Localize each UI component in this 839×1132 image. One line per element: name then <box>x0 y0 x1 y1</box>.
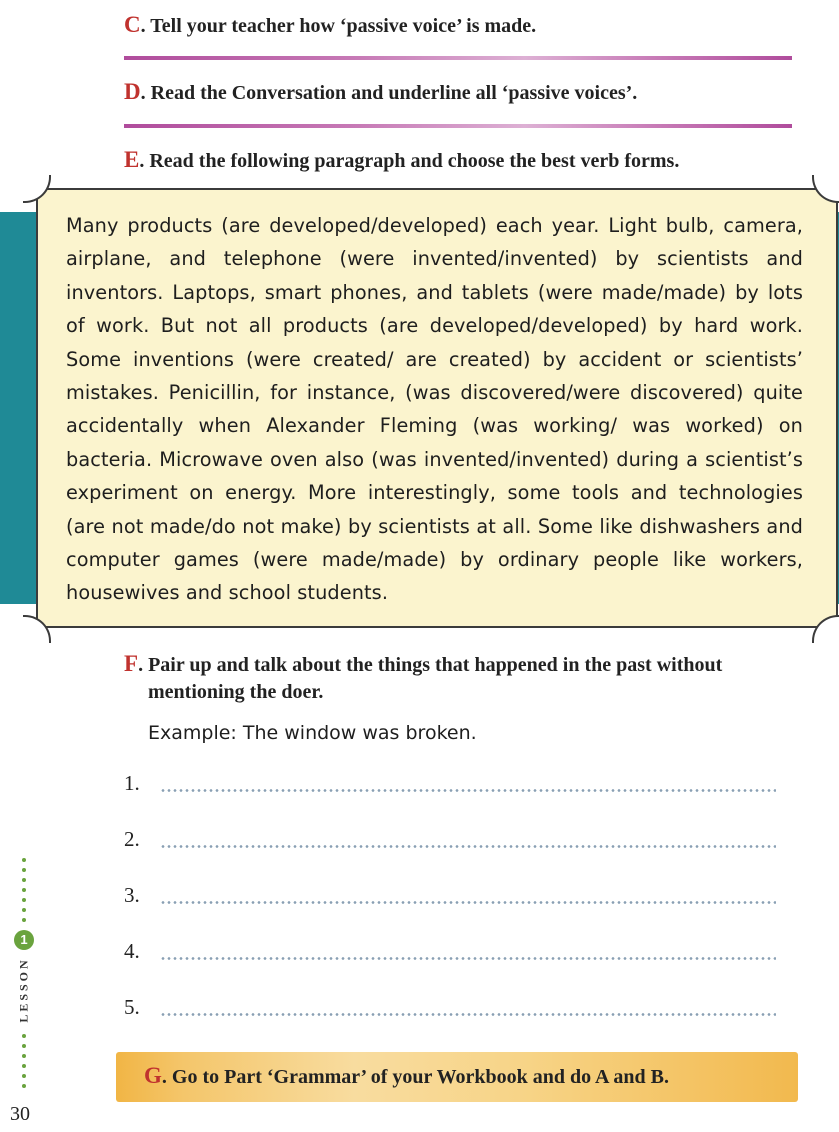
instruction-f-letter: F <box>124 651 139 676</box>
instruction-e <box>124 147 679 174</box>
sidebar-dot <box>22 878 26 882</box>
sidebar-dot <box>22 1064 26 1068</box>
dotted-line[interactable] <box>160 1013 776 1016</box>
instruction-g-text: . Go to Part ‘Grammar’ of your Workbook and do A and B. <box>161 1066 669 1088</box>
lesson-label: LESSON <box>16 957 31 1023</box>
instruction-f-text: . Pair up and talk about the things that happened in the past without mentioning the doer. <box>138 654 723 703</box>
example-sentence: Example: The window was broken. <box>148 722 477 744</box>
sidebar-dot <box>22 888 26 892</box>
answer-line-number: 5. <box>124 995 140 1019</box>
sidebar-dot <box>22 868 26 872</box>
paragraph-text: Many products (are developed/developed) each year. Light bulb, camera, airplane, and telephone (were invented/invented) by scientists and inventors. Laptops, smart phones, and tablets (were made/made) by lots of work. But not all products (are developed/developed) by hard work. Some inventions (were created/ are created) by accident or scientists’ mistakes. Penicillin, for instance, (was discovered/were discovered) quite accidentally when Alexander Fleming (was working/ was worked) on bacteria. Microwave oven also (was invented/invented) during a scientist’s experiment on energy. More interestingly, some tools and technologies (are not made/do not make) by scientists at all. Some like dishwashers and computer games (were made/made) by ordinary people like workers, housewives and school students. <box>66 214 803 605</box>
dotted-line[interactable] <box>160 845 776 848</box>
instruction-c-letter: C <box>124 12 141 37</box>
instruction-c <box>124 12 536 39</box>
answer-line-number: 3. <box>124 883 140 907</box>
instruction-e-text: . Read the following paragraph and choose the best verb forms. <box>139 150 680 172</box>
divider-2 <box>124 124 792 128</box>
instruction-d-text: . Read the Conversation and underline all ‘passive voices’. <box>140 82 638 104</box>
instruction-e-letter: E <box>124 147 140 172</box>
instruction-d <box>124 79 637 106</box>
dotted-line[interactable] <box>160 789 776 792</box>
answer-line-number: 2. <box>124 827 140 851</box>
answer-line-number: 4. <box>124 939 140 963</box>
sidebar-dot <box>22 858 26 862</box>
instruction-g-letter: G <box>144 1063 162 1088</box>
instruction-g <box>144 1063 669 1089</box>
instruction-c-text: . Tell your teacher how ‘passive voice’ is made. <box>140 15 537 37</box>
sidebar-dot <box>22 1054 26 1058</box>
sidebar-dot <box>22 1074 26 1078</box>
lesson-number-badge: 1 <box>14 930 34 950</box>
sidebar-dot <box>22 908 26 912</box>
page-number: 30 <box>10 1103 30 1125</box>
sidebar-dot <box>22 1034 26 1038</box>
dotted-line[interactable] <box>160 901 776 904</box>
divider-1 <box>124 56 792 60</box>
sidebar-dot <box>22 918 26 922</box>
dotted-line[interactable] <box>160 957 776 960</box>
sidebar-dot <box>22 1084 26 1088</box>
sidebar-dot <box>22 1044 26 1048</box>
sidebar-dot <box>22 898 26 902</box>
answer-line-number: 1. <box>124 771 140 795</box>
instruction-d-letter: D <box>124 79 141 104</box>
instruction-f <box>124 650 818 706</box>
